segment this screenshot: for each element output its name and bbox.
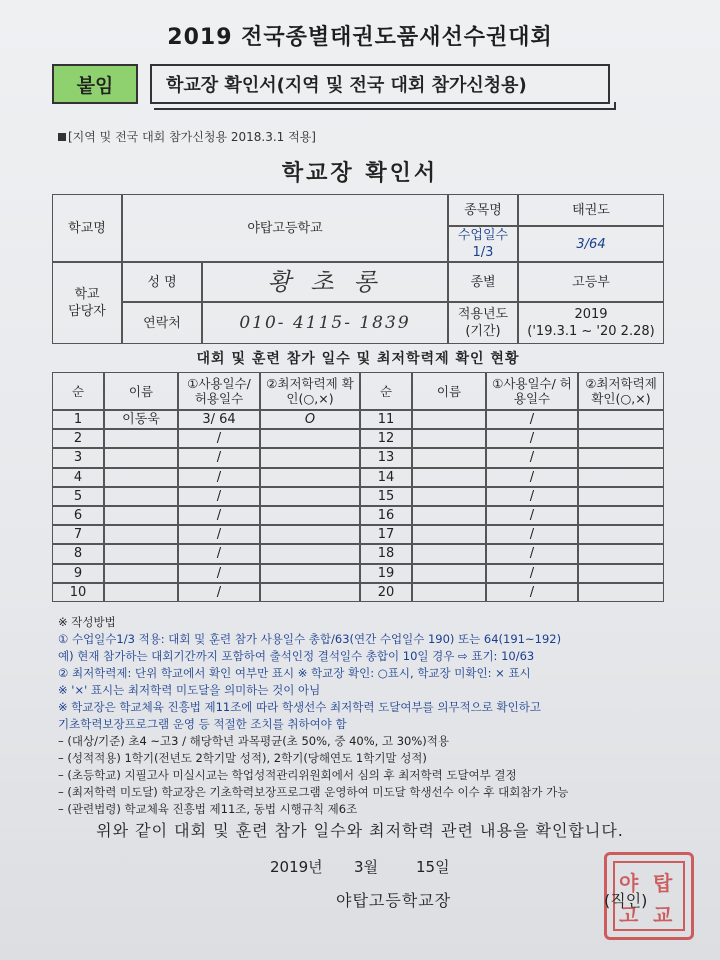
row-name (104, 506, 178, 525)
instruction-line: ② 최저학력제: 단위 학교에서 확인 여부만 표시 ※ 학교장 확인: ○표시, 학교장 미확인: × 표시 (58, 666, 531, 680)
document-title: 학교장 확인서 (281, 161, 439, 186)
row-days: / (486, 487, 578, 506)
date-year: 2019년 (270, 858, 323, 876)
contact-value-handwritten: 010- 4115- 1839 (202, 302, 448, 344)
instruction-line: 기초학력보장프로그램 운영 등 적절한 조치를 취하여야 함 (58, 717, 347, 731)
row-days: / (486, 544, 578, 563)
manager-label: 학교 담당자 (52, 262, 122, 344)
year-value-cell (518, 302, 664, 344)
row-number: 9 (52, 564, 104, 583)
instruction-line: 예) 현재 참가하는 대회기간까지 포함하여 출석인정 결석일수 총합이 10일 경우 ⇨ 표기: 10/63 (58, 649, 535, 663)
row-days: / (178, 448, 260, 467)
attachment-title (150, 64, 610, 104)
name-value-handwritten: 황 초 롱 (202, 262, 448, 302)
row-number: 2 (52, 429, 104, 448)
row-check (578, 448, 664, 467)
school-head-name: 야탑고등학교장 (336, 891, 452, 910)
row-days: / (178, 564, 260, 583)
header-check: ②최저학력제 확인(○,×) (578, 372, 664, 410)
instruction-line: ① 수업일수1/3 적용: 대회 및 훈련 참가 사용일수 총합/63(연간 수업일수 190) 또는 64(191~192) (58, 632, 562, 646)
confirm-text: 위와 같이 대회 및 훈련 참가 일수와 최저학력 관련 내용을 확인합니다. (96, 821, 624, 840)
row-days: / (178, 583, 260, 602)
row-check (260, 487, 360, 506)
type-value: 고등부 (518, 262, 664, 302)
row-number: 3 (52, 448, 104, 467)
row-number: 14 (360, 468, 412, 487)
instruction-line: ※ '×' 표시는 최저학력 미도달을 의미하는 것이 아님 (58, 683, 321, 697)
row-number: 7 (52, 525, 104, 544)
name-label: 성 명 (122, 262, 202, 302)
stamp-char: 교 (653, 903, 673, 927)
row-days: / (486, 468, 578, 487)
header-no: 순 (360, 372, 412, 410)
instruction-line: – (초등학교) 지필고사 미실시교는 학업성적관리위원회에서 심의 후 최저학력 도달여부 결정 (58, 768, 517, 782)
row-name (412, 448, 486, 467)
row-name (412, 583, 486, 602)
row-name (412, 544, 486, 563)
contact-label: 연락처 (122, 302, 202, 344)
year-value: 2019 (574, 307, 608, 322)
row-name (104, 487, 178, 506)
row-name (412, 506, 486, 525)
instruction-line: – (관련법령) 학교체육 진흥법 제11조, 동법 시행규칙 제6조 (58, 802, 358, 816)
row-check (578, 544, 664, 563)
row-check (578, 583, 664, 602)
row-days: / (486, 525, 578, 544)
row-check (260, 525, 360, 544)
info-grid (52, 194, 664, 344)
form-note (58, 128, 316, 145)
period-value: ('19.3.1 ~ '20 2.28) (527, 324, 655, 339)
instruction-line: – (최저학력 미도달) 학교장은 기초학력보장프로그램 운영하여 미도달 학생선수 이수 후 대회참가 가능 (58, 785, 569, 799)
row-number: 20 (360, 583, 412, 602)
year-label: 적용년도 (기간) (448, 302, 518, 344)
row-days: / (178, 487, 260, 506)
row-check (260, 583, 360, 602)
type-label: 종별 (448, 262, 518, 302)
row-days: / (178, 468, 260, 487)
school-label: 학교명 (52, 194, 122, 262)
row-days: / (178, 525, 260, 544)
row-name (412, 468, 486, 487)
main-title: 2019 전국종별태권도품새선수권대회 (167, 25, 553, 50)
attachment-title-shadow (154, 102, 616, 110)
header-no: 순 (52, 372, 104, 410)
stamp-char: 고 (619, 903, 639, 927)
row-number: 13 (360, 448, 412, 467)
row-days: / (486, 506, 578, 525)
row-check (578, 410, 664, 429)
form-note-text: [지역 및 전국 대회 참가신청용 2018.3.1 적용] (68, 130, 316, 144)
row-name: 이동욱 (104, 410, 178, 429)
header-name: 이름 (412, 372, 486, 410)
header-check: ②최저학력제 확인(○,×) (260, 372, 360, 410)
row-name (104, 564, 178, 583)
row-number: 19 (360, 564, 412, 583)
row-check (260, 506, 360, 525)
row-number: 16 (360, 506, 412, 525)
stamp-char: 야 (619, 871, 639, 895)
instruction-line: – (대상/기준) 초4 ~고3 / 해당학년 과목평균(초 50%, 중 40%, 고 30%)적용 (58, 734, 449, 748)
row-days: / (486, 583, 578, 602)
days-label: 수업일수 1/3 (448, 226, 518, 262)
row-name (412, 410, 486, 429)
instruction-line: ※ 학교장은 학교체육 진흥법 제11조에 따라 학생선수 최저학력 도달여부를 의무적으로 확인하고 (58, 700, 541, 714)
attachment-title-text: 학교장 확인서(지역 및 전국 대회 참가신청용) (166, 75, 527, 96)
instructions (58, 614, 678, 818)
row-days: / (486, 410, 578, 429)
days-value: 3/64 (518, 226, 664, 262)
row-days: 3/ 64 (178, 410, 260, 429)
row-check (578, 468, 664, 487)
row-check (578, 506, 664, 525)
date-month: 3월 (354, 858, 379, 876)
header-days: ①사용일수/ 허용일수 (178, 372, 260, 410)
header-days: ①사용일수/ 허용일수 (486, 372, 578, 410)
row-name (412, 487, 486, 506)
square-bullet-icon (58, 133, 66, 141)
row-days: / (178, 506, 260, 525)
row-number: 18 (360, 544, 412, 563)
row-check (260, 468, 360, 487)
row-days: / (486, 429, 578, 448)
row-name (412, 564, 486, 583)
row-number: 1 (52, 410, 104, 429)
status-title: 대회 및 훈련 참가 일수 및 최저학력제 확인 현황 (196, 351, 520, 367)
row-number: 11 (360, 410, 412, 429)
stamp-char: 탑 (653, 871, 673, 895)
row-number: 5 (52, 487, 104, 506)
row-days: / (178, 429, 260, 448)
row-number: 10 (52, 583, 104, 602)
row-check (578, 429, 664, 448)
seal-label: (직인) (604, 891, 648, 910)
attachment-label: 붙임 (52, 64, 138, 104)
row-number: 6 (52, 506, 104, 525)
row-number: 15 (360, 487, 412, 506)
row-name (104, 429, 178, 448)
row-check (578, 525, 664, 544)
row-check (578, 487, 664, 506)
school-value: 야탑고등학교 (122, 194, 448, 262)
row-check (578, 564, 664, 583)
event-value: 태권도 (518, 194, 664, 226)
row-days: / (178, 544, 260, 563)
event-label: 종목명 (448, 194, 518, 226)
row-name (104, 583, 178, 602)
row-check (260, 564, 360, 583)
row-number: 8 (52, 544, 104, 563)
row-check (260, 429, 360, 448)
instruction-line: – (성적적용) 1학기(전년도 2학기말 성적), 2학기(당해연도 1학기말 성적) (58, 751, 427, 765)
row-name (104, 525, 178, 544)
row-name (104, 544, 178, 563)
date-day: 15일 (416, 858, 450, 876)
row-check (260, 544, 360, 563)
row-name (104, 448, 178, 467)
row-days: / (486, 448, 578, 467)
participation-table (52, 372, 664, 602)
row-name (104, 468, 178, 487)
row-check: O (260, 410, 360, 429)
row-name (412, 429, 486, 448)
row-days: / (486, 564, 578, 583)
instruction-line: ※ 작성방법 (58, 615, 116, 629)
row-check (260, 448, 360, 467)
row-number: 12 (360, 429, 412, 448)
row-name (412, 525, 486, 544)
header-name: 이름 (104, 372, 178, 410)
row-number: 17 (360, 525, 412, 544)
row-number: 4 (52, 468, 104, 487)
